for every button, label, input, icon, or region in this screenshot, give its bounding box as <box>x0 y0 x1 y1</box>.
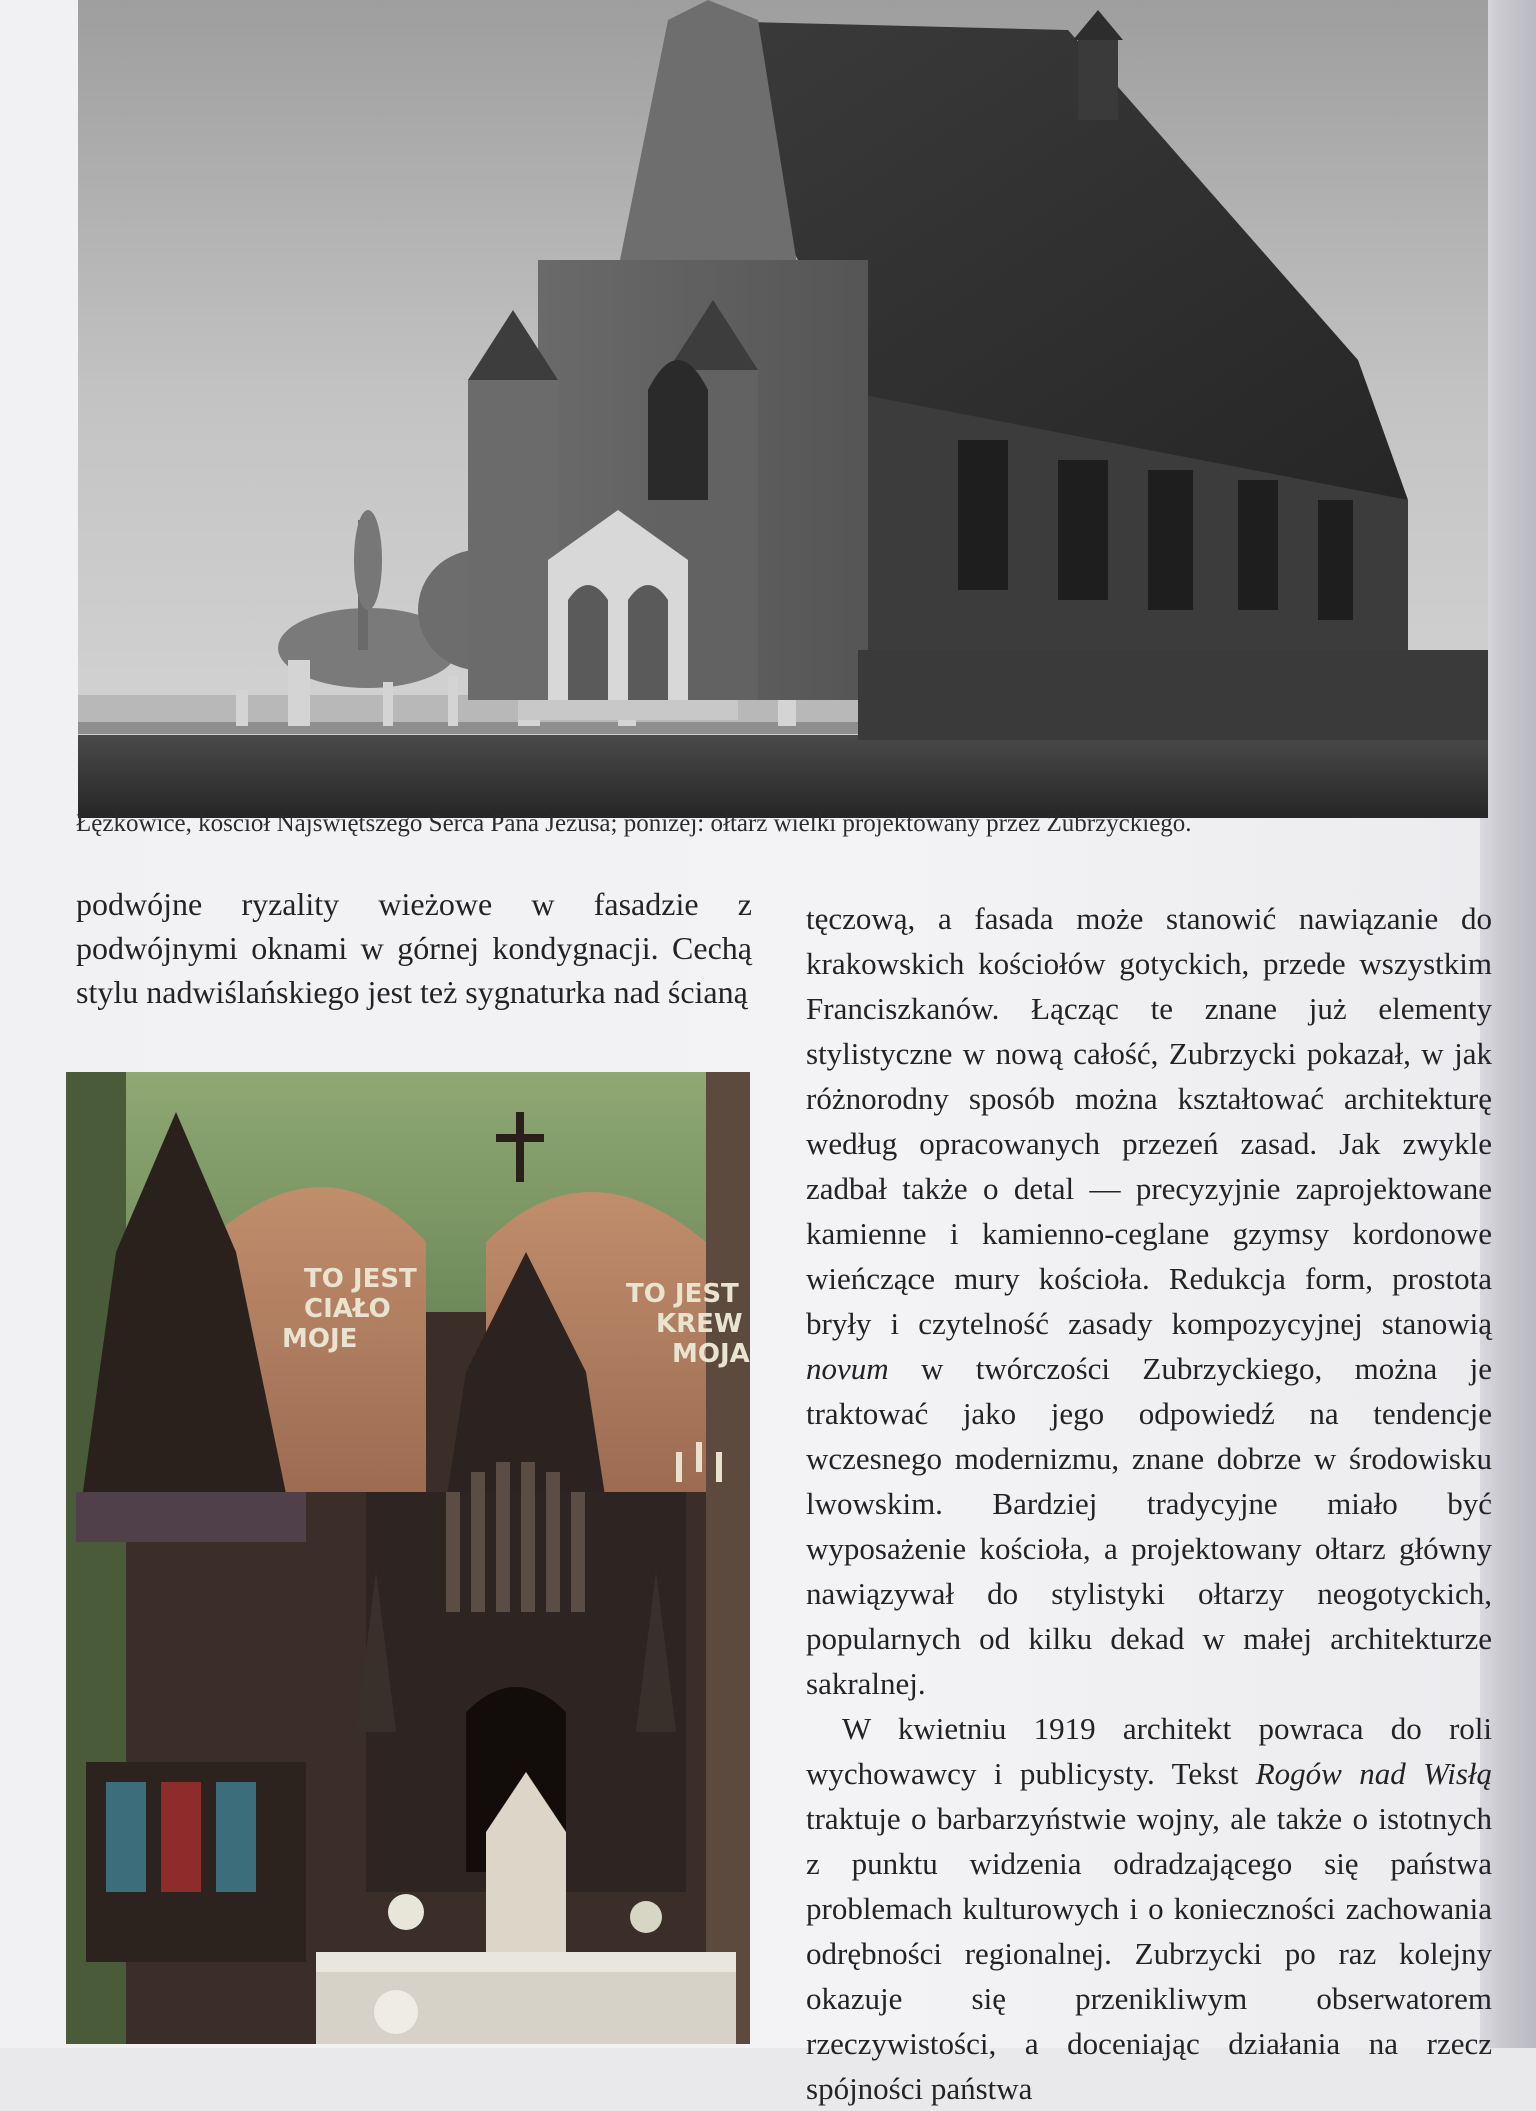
left-column <box>76 882 752 1014</box>
photo-caption: Łężkowice, kościół Najświętszego Serca Pana Jezusa; poniżej: ołtarz wielki projektowany przez Zubrzyckiego. <box>76 810 1192 837</box>
left-paragraph: podwójne ryzality wieżowe w fasadzie z podwójnymi oknami w górnej kondygnacji. Cechą stylu nadwiślańskiego jest też sygnaturka nad ścianą <box>76 886 752 1010</box>
inscription-left-1: TO JEST <box>304 1264 417 1294</box>
altar-photo <box>66 1072 750 2044</box>
right-paragraph-2: W kwietniu 1919 architekt powraca do roli wychowawcy i publicysty. Tekst Rogów nad Wisłą traktuje o barbarzyństwie wojny, ale także o istotnych z punktu widzenia odradzającego się państwa problemach kulturowych i o konieczności zachowania odrębności regionalnej. Zubrzycki po raz kolejny okazuje się przenikliwym obserwatorem rzeczywistości, a doceniając działania na rzecz spójności państwa <box>806 1711 1493 2106</box>
right-column <box>806 896 1492 2111</box>
right-paragraph-1: tęczową, a fasada może stanowić nawiązanie do krakowskich kościołów gotyckich, przede wszystkim Franciszkanów. Łącząc te znane już elementy stylistyczne w nową całość, Zubrzycki pokazał, w jak różnorodny sposób można kształtować architekturę według opracowanych przezeń zasad. Jak zwykle zadbał także o detal — precyzyjnie zaprojektowane kamienne i kamienno-ceglane gzymsy kordonowe wieńczące mury kościoła. Redukcja form, prostota bryły i czytelność zasady kompozycyjnej stanowią novum w twórczości Zubrzyckiego, można je traktować jako jego odpowiedź na tendencje wczesnego modernizmu, znane dobrze w środowisku lwowskim. Bardziej tradycyjne miało być wyposażenie kościoła, a projektowany ołtarz główny nawiązywał do stylistyki ołtarzy neogotyckich, popularnych od kilku dekad w małej architekturze sakralnej. <box>806 901 1492 1701</box>
church-photo <box>78 0 1488 818</box>
inscription-left-3: MOJE <box>282 1324 358 1354</box>
inscription-right-1: TO JEST <box>626 1279 739 1309</box>
inscription-left-2: CIAŁO <box>304 1294 391 1324</box>
inscription-right-2: KREW <box>656 1309 743 1339</box>
inscription-right-3: MOJA <box>672 1339 750 1369</box>
